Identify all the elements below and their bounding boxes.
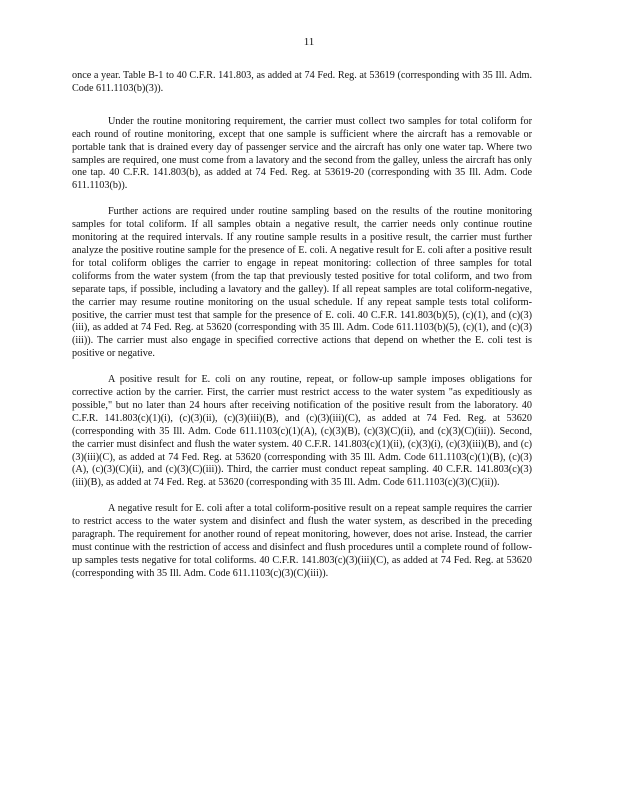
paragraph-positive-ecoli: A positive result for E. coli on any routine, repeat, or follow-up sample imposes obligations for corrective action by the carrier. First, the carrier must restrict access to the water system "as expeditiously as possible," but no later than 24 hours after receiving notification of the positive result from the laboratory. 40 C.F.R. 141.803(c)(1)(i), (c)(3)(ii), (c)(3)(iii)(B), and (c)(3)(iii)(C), as added at 74 Fed. Reg. at 53620 (corresponding with 35 Ill. Adm. Code 611.1103(c)(1)(A), (c)(3)(B), (c)(3)(C)(ii), and (c)(3)(C)(iii)). Second, the carrier must disinfect and flush the water system. 40 C.F.R. 141.803(c)(1)(ii), (c)(3)(i), (c)(3)(iii)(B), and (c)(3)(iii)(C), as added at 74 Fed. Reg. at 53620 (corresponding with 35 Ill. Adm. Code 611.1103(c)(1)(B), (c)(3)(A), (c)(3)(C)(ii), and (c)(3)(C)(iii)). Third, the carrier must conduct repeat sampling. 40 C.F.R. 141.803(c)(3)(iii)(B), as added at 74 Fed. Reg. at 53620 (corresponding with 35 Ill. Adm. Code 611.1103(c)(3)(C)(ii)). <box>72 374 532 489</box>
document-body <box>72 70 532 594</box>
paragraph-further-actions: Further actions are required under routine sampling based on the results of the routine monitoring samples for total coliform. If all samples obtain a negative result, the carrier needs only continue routine monitoring at the required intervals. If any routine sample results in a positive result, the carrier must further analyze the positive routine sample for the presence of E. coli. A negative result for E. coli after a positive result for total coliform obliges the carrier to engage in repeat monitoring: collection of three samples for total coliforms from the water system (from the tap that previously tested positive for total coliform, and two from separate taps, if possible, including a lavatory and the galley). If all repeat samples are total coliform-negative, the carrier may resume routine monitoring on the usual schedule. If any repeat sample tests total coliform-positive, the carrier must test that sample for the presence of E. coli. 40 C.F.R. 141.803(b)(5), (c)(1), and (c)(3)(iii), as added at 74 Fed. Reg. at 53620 (corresponding with 35 Ill. Adm. Code 611.1103(b)(5), (c)(1), and (c)(3)(iii)). The carrier must also engage in specified corrective actions that depend on whether the E. coli test is positive or negative. <box>72 206 532 360</box>
page-number: 11 <box>303 36 315 48</box>
paragraph-continued: once a year. Table B-1 to 40 C.F.R. 141.803, as added at 74 Fed. Reg. at 53619 (corresponding with 35 Ill. Adm. Code 611.1103(b)(3)). <box>72 70 532 94</box>
paragraph-negative-ecoli: A negative result for E. coli after a total coliform-positive result on a repeat sample requires the carrier to restrict access to the water system and disinfect and flush the water system, as described in the preceding paragraph. The requirement for another round of repeat monitoring, however, does not arise. Instead, the carrier must continue with the restriction of access and disinfect and flush procedures until a complete round of follow-up samples tests negative for total coliforms. 40 C.F.R. 141.803(c)(3)(iii)(C), as added at 74 Fed. Reg. at 53620 (corresponding with 35 Ill. Adm. Code 611.1103(c)(3)(C)(iii)). <box>72 503 532 579</box>
paragraph-routine-monitoring: Under the routine monitoring requirement, the carrier must collect two samples for total coliform for each round of routine monitoring, except that one sample is sufficient where the aircraft has a removable or portable tank that is drained every day of passenger service and the aircraft has only one water tap. Where two samples are required, one must come from a lavatory and the second from the galley, unless the aircraft has only one tap. 40 C.F.R. 141.803(b), as added at 74 Fed. Reg. at 53619-20 (corresponding with 35 Ill. Adm. Code 611.1103(b)). <box>72 115 532 192</box>
